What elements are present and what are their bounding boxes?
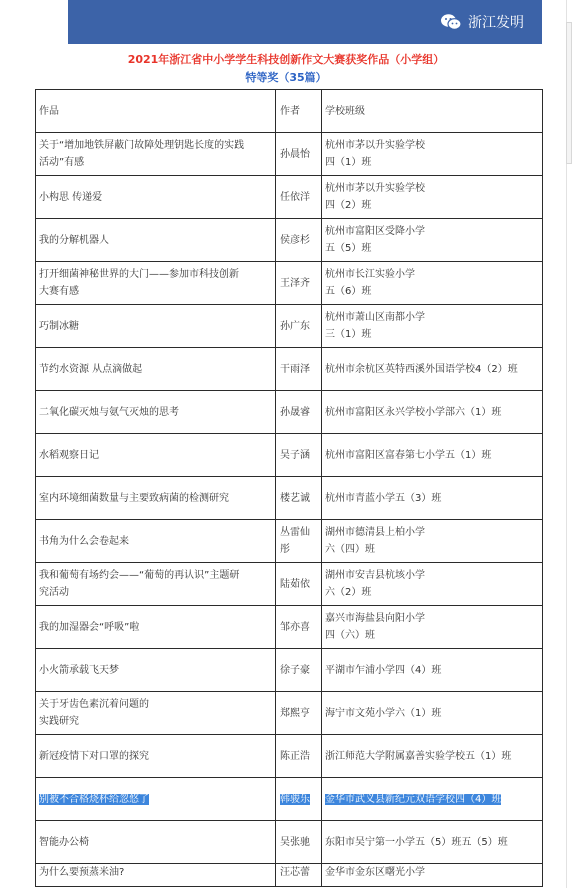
table-row [36,821,543,864]
cell-author [276,348,322,391]
table-row [36,778,543,821]
cell-school [322,735,543,778]
table-row [36,348,543,391]
column-header-work: 作品 [36,90,276,133]
cell-work-text: 我的分解机器人 [39,234,109,246]
cell-author-text: 楼艺诚 [280,492,310,504]
cell-author [276,606,322,649]
cell-author [276,692,322,735]
cell-work [36,305,276,348]
cell-school-text: 六（四）班 [325,544,375,555]
cell-school [322,305,543,348]
table-row [36,305,543,348]
cell-author [276,133,322,176]
cell-school-text: 平湖市乍浦小学四（4）班 [325,664,442,676]
cell-school [322,391,543,434]
cell-school [322,821,543,864]
cell-work [36,477,276,520]
table-row [36,520,543,563]
cell-school [322,434,543,477]
header-banner [68,0,542,44]
cell-work [36,692,276,735]
wechat-icon [440,13,462,31]
award-category: 特等奖（35篇） [245,71,327,84]
cell-author [276,477,322,520]
table-row [36,606,543,649]
cell-work-text: 书角为什么会卷起来 [39,535,129,547]
awards-table [35,89,543,887]
cell-work-text: 别被不合格烧杯给忽悠了 [39,793,149,805]
cell-school [322,262,543,305]
cell-author-text: 孙广东 [280,320,310,332]
brand-logo[interactable] [440,11,524,33]
cell-school [322,563,543,606]
table-row [36,262,543,305]
side-scroll-handle[interactable] [566,22,572,164]
cell-school-text: 湖州市德清县上柏小学 [325,527,425,538]
cell-work [36,133,276,176]
cell-work-text: 我的加湿器会“呼吸”啦 [39,621,140,633]
cell-work [36,778,276,821]
cell-work-text: 关于牙齿色素沉着问题的 [39,699,149,710]
cell-work-text: 大赛有感 [39,286,79,297]
cell-author [276,219,322,262]
table-row [36,176,543,219]
column-header-school: 学校班级 [322,90,543,133]
cell-author [276,735,322,778]
cell-school-text: 金华市武义县新纪元双语学校四（4）班 [325,793,502,805]
cell-school-text: 四（1）班 [325,157,372,168]
cell-school-text: 嘉兴市海盐县向阳小学 [325,613,425,624]
cell-school [322,219,543,262]
cell-school [322,348,543,391]
table-row [36,563,543,606]
cell-work [36,219,276,262]
cell-author-text: 彤 [280,544,290,555]
cell-school [322,477,543,520]
cell-author-text: 干雨泽 [280,363,310,375]
cell-work-text: 新冠疫情下对口罩的探究 [39,750,149,762]
cell-author [276,520,322,563]
cell-author-text: 任依洋 [280,191,310,203]
cell-work-text: 二氧化碳灭烛与氨气灭烛的思考 [39,406,179,418]
cell-work [36,262,276,305]
cell-author-text: 丛雷仙 [280,527,310,538]
cell-school-text: 海宁市文苑小学六（1）班 [325,707,442,719]
page-title: 2021年浙江省中小学学生科技创新作文大赛获奖作品（小学组） [127,53,445,66]
cell-author [276,262,322,305]
cell-work [36,606,276,649]
cell-school [322,520,543,563]
cell-work-text: 水稻观察日记 [39,449,99,461]
cell-work-text: 打开细菌神秘世界的大门——参加市科技创新 [39,269,239,280]
cell-school-text: 浙江师范大学附属嘉善实验学校五（1）班 [325,750,512,762]
cell-work [36,391,276,434]
cell-work-text: 关于“增加地铁屏蔽门故障处理钥匙长度的实践 [39,140,245,151]
cell-author-text: 邹亦喜 [280,621,310,633]
cell-author [276,434,322,477]
cell-work [36,176,276,219]
cell-school [322,864,543,887]
table-row [36,735,543,778]
cell-school-text: 杭州市富阳区受降小学 [325,226,425,237]
table-row [36,864,543,887]
cell-work [36,864,276,887]
column-header-author: 作者 [276,90,322,133]
cell-school-text: 杭州市富阳区永兴学校小学部六（1）班 [325,406,502,418]
cell-author [276,778,322,821]
cell-work-text: 究活动 [39,587,69,598]
cell-author [276,649,322,692]
cell-school-text: 杭州市茅以升实验学校 [325,140,425,151]
table-row [36,692,543,735]
table-row [36,133,543,176]
cell-work [36,735,276,778]
table-row [36,434,543,477]
cell-author-text: 陆茹依 [280,578,310,590]
cell-work [36,821,276,864]
cell-author-text: 徐子豪 [280,664,310,676]
cell-author-text: 吴子涵 [280,449,310,461]
table-header-row [36,90,543,133]
brand-name: 浙江发明 [468,15,524,31]
cell-school-text: 五（5）班 [325,243,372,254]
cell-school [322,606,543,649]
cell-school-text: 四（六）班 [325,630,375,641]
cell-school-text: 四（2）班 [325,200,372,211]
cell-school-text: 三（1）班 [325,329,372,340]
cell-school [322,133,543,176]
cell-school [322,649,543,692]
cell-author [276,176,322,219]
cell-school-text: 六（2）班 [325,587,372,598]
cell-school-text: 杭州市萧山区南都小学 [325,312,425,323]
cell-work [36,348,276,391]
cell-work-text: 巧制冰糖 [39,320,79,332]
table-row [36,477,543,520]
cell-author-text: 侯彦杉 [280,234,310,246]
cell-work [36,563,276,606]
cell-school-text: 杭州市青蓝小学五（3）班 [325,492,442,504]
cell-school-text: 杭州市茅以升实验学校 [325,183,425,194]
cell-work [36,649,276,692]
cell-author-text: 孙晟睿 [280,406,310,418]
cell-author-text: 孙晨怡 [280,148,310,160]
cell-school [322,692,543,735]
cell-work-text: 活动”有感 [39,157,85,168]
cell-work-text: 为什么要预蒸米油? [39,867,125,878]
cell-work-text: 节约水资源 从点滴做起 [39,363,143,375]
table-row [36,219,543,262]
cell-work-text: 实践研究 [39,716,79,727]
table-row [36,649,543,692]
cell-school [322,778,543,821]
cell-work-text: 小构思 传递爱 [39,191,103,203]
cell-author [276,305,322,348]
cell-author [276,864,322,887]
cell-school-text: 杭州市富阳区富春第七小学五（1）班 [325,449,492,461]
cell-author-text: 王泽齐 [280,277,310,289]
cell-author [276,821,322,864]
cell-author [276,563,322,606]
cell-author-text: 汪芯蕾 [280,867,310,878]
cell-author-text: 吴张驰 [280,836,310,848]
cell-work-text: 我和葡萄有场约会——“葡萄的再认识”主题研 [39,570,240,581]
cell-work-text: 智能办公椅 [39,836,89,848]
cell-work [36,434,276,477]
cell-author-text: 韩骏乐 [280,793,310,805]
cell-author [276,391,322,434]
cell-school-text: 五（6）班 [325,286,372,297]
cell-author-text: 郑熙亨 [280,707,310,719]
cell-school-text: 杭州市余杭区英特西溪外国语学校4（2）班 [325,363,518,375]
cell-school-text: 湖州市安吉县杭垓小学 [325,570,425,581]
cell-school-text: 杭州市长江实验小学 [325,269,415,280]
cell-school-text: 东阳市吴宁第一小学五（5）班五（5）班 [325,836,508,848]
cell-work-text: 小火箭承载飞天梦 [39,664,119,676]
cell-school-text: 金华市金东区曙光小学 [325,867,425,878]
cell-school [322,176,543,219]
cell-work-text: 室内环境细菌数量与主要致病菌的检测研究 [39,492,229,504]
table-row [36,391,543,434]
cell-author-text: 陈正浩 [280,750,310,762]
cell-work [36,520,276,563]
